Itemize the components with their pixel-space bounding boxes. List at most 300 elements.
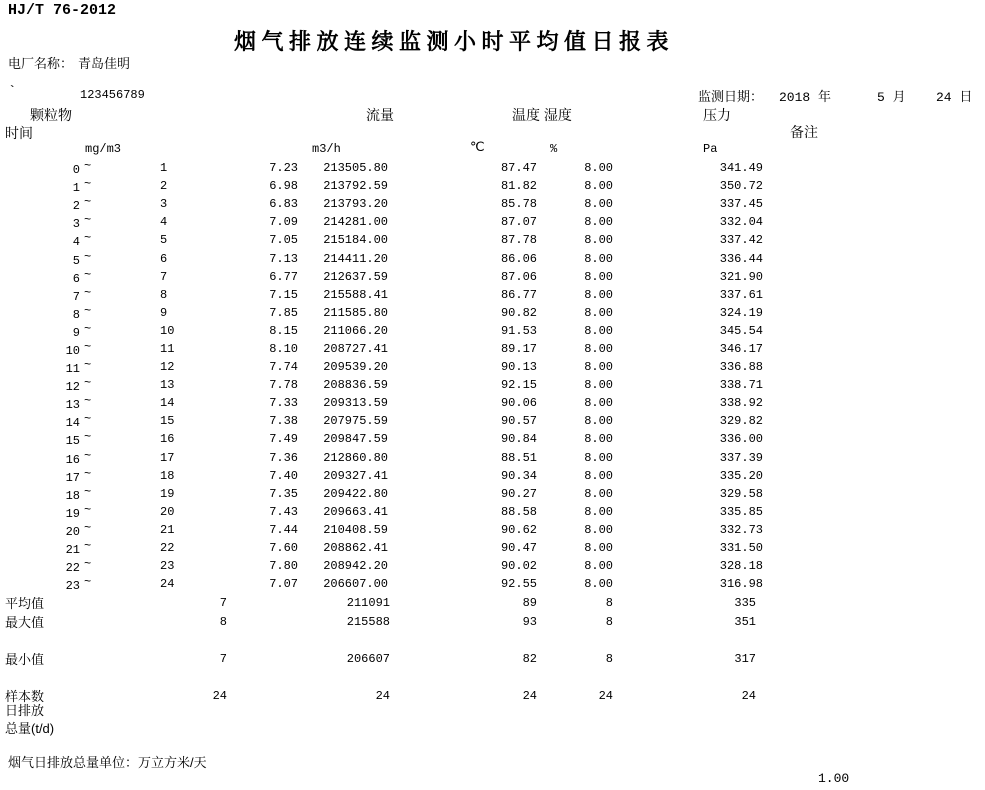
column-header-remark: 备注	[790, 124, 818, 140]
cell-temp: 81.82	[500, 179, 537, 194]
table-row	[0, 231, 763, 249]
hour-start-value: 22	[65, 561, 80, 576]
cell-humidity: 8.00	[584, 161, 613, 176]
unit-temp: ℃	[470, 139, 485, 154]
cell-hour-end: 2	[160, 179, 168, 194]
cell-hour-start	[0, 177, 95, 195]
cell-flow: 211585.80	[323, 305, 388, 320]
cell-humidity: 8.00	[584, 287, 613, 302]
range-tilde: ~	[84, 177, 92, 192]
cell-flow: 211091	[346, 595, 390, 610]
cell-pressure: 337.61	[719, 287, 763, 302]
page-number: 1.00	[818, 771, 850, 786]
summary-table-body	[0, 593, 756, 705]
table-row	[0, 304, 763, 322]
cell-humidity: 8	[605, 614, 613, 629]
hour-start-value: 6	[72, 271, 80, 286]
cell-temp: 86.77	[500, 287, 537, 302]
cell-humidity: 8.00	[584, 468, 613, 483]
range-tilde: ~	[84, 448, 92, 463]
table-row	[0, 485, 763, 503]
summary-row	[0, 593, 756, 612]
range-tilde: ~	[84, 502, 92, 517]
cell-dust: 7.44	[269, 522, 298, 537]
table-row	[0, 286, 763, 304]
hourly-table-body	[0, 159, 763, 593]
cell-flow: 209663.41	[323, 504, 388, 519]
cell-humidity: 8.00	[584, 269, 613, 284]
range-tilde: ~	[84, 539, 92, 554]
cell-humidity: 8.00	[584, 179, 613, 194]
column-header-particulate: 颗粒物	[30, 107, 72, 123]
hourly-table	[0, 159, 763, 593]
cell-temp: 92.15	[500, 378, 537, 393]
cell-flow: 24	[375, 688, 390, 703]
cell-dust: 7.38	[269, 414, 298, 429]
cell-pressure: 337.39	[719, 450, 763, 465]
hour-start-value: 23	[65, 579, 80, 594]
cell-hour-end: 1	[160, 161, 168, 176]
cell-pressure: 338.92	[719, 396, 763, 411]
cell-temp: 89	[522, 595, 537, 610]
table-row	[0, 430, 763, 448]
cell-temp: 92.55	[500, 577, 537, 592]
cell-flow: 215588.41	[323, 287, 388, 302]
cell-hour-end: 17	[160, 450, 175, 465]
cell-pressure: 337.45	[719, 197, 763, 212]
cell-flow: 215588	[346, 614, 390, 629]
unit-note: 烟气日排放总量单位：万立方米/天	[8, 755, 207, 770]
cell-dust: 7.33	[269, 396, 298, 411]
cell-humidity: 8.00	[584, 251, 613, 266]
cell-pressure: 316.98	[719, 577, 763, 592]
cell-humidity: 8.00	[584, 215, 613, 230]
summary-spacer-row	[0, 631, 756, 649]
cell-flow: 207975.59	[323, 414, 388, 429]
cell-hour-start	[0, 539, 95, 557]
cell-hour-start	[0, 485, 95, 503]
cell-humidity: 8	[605, 651, 613, 666]
cell-hour-end: 19	[160, 486, 175, 501]
cell-flow: 209847.59	[323, 432, 388, 447]
summary-row	[0, 612, 756, 631]
range-tilde: ~	[84, 412, 92, 427]
cell-pressure: 321.90	[719, 269, 763, 284]
daily-emission-label-line1: 日排放	[5, 703, 45, 718]
range-tilde: ~	[84, 484, 92, 499]
cell-hour-start	[0, 195, 95, 213]
table-row	[0, 521, 763, 539]
table-row	[0, 539, 763, 557]
summary-row	[0, 686, 756, 705]
cell-hour-start	[0, 449, 95, 467]
cell-pressure: 336.44	[719, 251, 763, 266]
cell-temp: 90.57	[500, 414, 537, 429]
cell-hour-end: 22	[160, 541, 175, 556]
cell-humidity: 8.00	[584, 414, 613, 429]
hour-start-value: 18	[65, 488, 80, 503]
cell-dust: 8.15	[269, 323, 298, 338]
cell-hour-start	[0, 322, 95, 340]
cell-hour-start	[0, 430, 95, 448]
plant-name-line	[8, 53, 130, 72]
cell-dust: 24	[212, 688, 227, 703]
cell-dust: 7.07	[269, 577, 298, 592]
cell-hour-start	[0, 503, 95, 521]
cell-hour-start	[0, 557, 95, 575]
cell-pressure: 350.72	[719, 179, 763, 194]
cell-flow: 214281.00	[323, 215, 388, 230]
cell-dust: 8	[219, 614, 227, 629]
table-row	[0, 412, 763, 430]
cell-pressure: 337.42	[719, 233, 763, 248]
cell-hour-start	[0, 376, 95, 394]
hour-start-value: 9	[72, 325, 80, 340]
range-tilde: ~	[84, 430, 92, 445]
cell-hour-end: 16	[160, 432, 175, 447]
cell-temp: 24	[522, 688, 537, 703]
table-row	[0, 249, 763, 267]
summary-label: 样本数	[5, 689, 45, 704]
cell-flow: 209327.41	[323, 468, 388, 483]
cell-temp: 89.17	[500, 341, 537, 356]
cell-dust: 7.78	[269, 378, 298, 393]
cell-pressure: 329.58	[719, 486, 763, 501]
cell-temp: 91.53	[500, 323, 537, 338]
cell-hour-end: 11	[160, 341, 175, 356]
cell-flow: 209313.59	[323, 396, 388, 411]
summary-row	[0, 649, 756, 668]
cell-hour-start	[0, 467, 95, 485]
cell-flow: 212860.80	[323, 450, 388, 465]
spacer-cell	[0, 668, 756, 686]
cell-temp: 90.62	[500, 522, 537, 537]
cell-pressure: 24	[741, 688, 756, 703]
cell-hour-end: 23	[160, 559, 175, 574]
range-tilde: ~	[84, 394, 92, 409]
table-row	[0, 557, 763, 575]
cell-flow: 208862.41	[323, 541, 388, 556]
cell-humidity: 8.00	[584, 450, 613, 465]
cell-temp: 88.51	[500, 450, 537, 465]
cell-hour-start	[0, 213, 95, 231]
hour-start-value: 5	[72, 253, 80, 268]
range-tilde: ~	[84, 231, 92, 246]
cell-dust: 7.09	[269, 215, 298, 230]
cell-dust: 7.60	[269, 541, 298, 556]
cell-pressure: 332.04	[719, 215, 763, 230]
cell-humidity: 8.00	[584, 541, 613, 556]
unit-pressure: Pa	[703, 142, 718, 156]
cell-hour-start	[0, 304, 95, 322]
cell-dust: 7.15	[269, 287, 298, 302]
cell-dust: 7.80	[269, 559, 298, 574]
column-header-temp-humidity	[512, 105, 572, 125]
cell-flow: 215184.00	[323, 233, 388, 248]
hour-start-value: 16	[65, 452, 80, 467]
monitor-date-day: 24 日	[936, 90, 973, 105]
cell-dust: 7.13	[269, 251, 298, 266]
cell-humidity: 8.00	[584, 504, 613, 519]
plant-name-value: 青岛佳明	[78, 56, 131, 71]
cell-flow: 213505.80	[323, 161, 388, 176]
spacer-cell	[0, 631, 756, 649]
summary-spacer-row	[0, 668, 756, 686]
cell-pressure: 336.00	[719, 432, 763, 447]
hour-start-value: 21	[65, 543, 80, 558]
range-tilde: ~	[84, 249, 92, 264]
table-row	[0, 394, 763, 412]
tick-mark: `	[8, 84, 17, 100]
cell-temp: 87.47	[500, 161, 537, 176]
cell-dust: 7.43	[269, 504, 298, 519]
cell-humidity: 24	[598, 688, 613, 703]
cell-dust: 7	[219, 651, 227, 666]
summary-label: 最小值	[5, 652, 45, 667]
cell-humidity: 8.00	[584, 577, 613, 592]
range-tilde: ~	[84, 159, 92, 174]
cell-hour-end: 14	[160, 396, 175, 411]
cell-dust: 6.98	[269, 179, 298, 194]
cell-flow: 213793.20	[323, 197, 388, 212]
cell-temp: 90.02	[500, 559, 537, 574]
hour-start-value: 15	[65, 434, 80, 449]
cell-hour-start	[0, 268, 95, 286]
cell-hour-end: 13	[160, 378, 175, 393]
cell-hour-end: 12	[160, 360, 175, 375]
cell-flow: 212637.59	[323, 269, 388, 284]
range-tilde: ~	[84, 267, 92, 282]
cell-dust: 7.05	[269, 233, 298, 248]
cell-hour-start	[0, 575, 95, 593]
cell-dust: 7.40	[269, 468, 298, 483]
cell-pressure: 338.71	[719, 378, 763, 393]
table-row	[0, 322, 763, 340]
summary-label: 平均值	[5, 596, 45, 611]
cell-dust: 7.85	[269, 305, 298, 320]
range-tilde: ~	[84, 358, 92, 373]
cell-humidity: 8.00	[584, 341, 613, 356]
monitor-date-month: 5 月	[877, 90, 906, 105]
hour-start-value: 11	[65, 362, 80, 377]
hour-start-value: 12	[65, 380, 80, 395]
column-header-flow: 流量	[366, 107, 394, 123]
table-row	[0, 195, 763, 213]
cell-humidity: 8.00	[584, 396, 613, 411]
cell-temp: 87.06	[500, 269, 537, 284]
cell-hour-end: 5	[160, 233, 168, 248]
summary-table	[0, 593, 756, 705]
cell-flow: 208727.41	[323, 341, 388, 356]
cell-pressure: 345.54	[719, 323, 763, 338]
plant-name-label: 电厂名称：	[8, 56, 74, 71]
hour-start-value: 19	[65, 506, 80, 521]
cell-temp: 90.06	[500, 396, 537, 411]
range-tilde: ~	[84, 376, 92, 391]
cell-hour-end: 3	[160, 197, 168, 212]
serial-number: 123456789	[80, 88, 145, 102]
cell-flow: 214411.20	[323, 251, 388, 266]
hour-start-value: 4	[72, 235, 80, 250]
cell-hour-end: 6	[160, 251, 168, 266]
cell-flow: 211066.20	[323, 323, 388, 338]
cell-hour-end: 7	[160, 269, 168, 284]
cell-temp: 90.47	[500, 541, 537, 556]
column-header-time: 时间	[5, 125, 33, 141]
monitor-date-label: 监测日期：	[698, 89, 764, 104]
column-header-temperature: 温度	[512, 107, 540, 123]
cell-humidity: 8.00	[584, 197, 613, 212]
range-tilde: ~	[84, 575, 92, 590]
cell-hour-start	[0, 286, 95, 304]
range-tilde: ~	[84, 195, 92, 210]
column-header-humidity: 湿度	[543, 107, 572, 123]
cell-pressure: 331.50	[719, 541, 763, 556]
cell-humidity: 8.00	[584, 559, 613, 574]
cell-pressure: 335.85	[719, 504, 763, 519]
cell-pressure: 324.19	[719, 305, 763, 320]
cell-hour-end: 10	[160, 323, 175, 338]
cell-temp: 90.84	[500, 432, 537, 447]
cell-humidity: 8	[605, 595, 613, 610]
hour-start-value: 10	[65, 343, 80, 358]
standard-code: HJ/T 76-2012	[8, 2, 117, 19]
table-row	[0, 449, 763, 467]
cell-temp: 90.13	[500, 360, 537, 375]
cell-humidity: 8.00	[584, 360, 613, 375]
hour-start-value: 17	[65, 470, 80, 485]
cell-dust: 7.23	[269, 161, 298, 176]
monitor-date-year: 2018 年	[779, 90, 832, 105]
cell-flow: 206607	[346, 651, 390, 666]
cell-pressure: 346.17	[719, 341, 763, 356]
hour-start-value: 3	[72, 217, 80, 232]
column-header-pressure: 压力	[703, 107, 731, 123]
daily-emission-label-line2: 总量(t/d)	[5, 721, 55, 736]
cell-dust: 7.49	[269, 432, 298, 447]
table-row	[0, 376, 763, 394]
cell-temp: 90.34	[500, 468, 537, 483]
cell-pressure: 332.73	[719, 522, 763, 537]
cell-hour-end: 24	[160, 577, 175, 592]
table-row	[0, 340, 763, 358]
cell-pressure: 341.49	[719, 161, 763, 176]
cell-dust: 7.74	[269, 360, 298, 375]
cell-flow: 208836.59	[323, 378, 388, 393]
cell-flow: 213792.59	[323, 179, 388, 194]
cell-humidity: 8.00	[584, 233, 613, 248]
hour-start-value: 14	[65, 416, 80, 431]
cell-dust: 7	[219, 595, 227, 610]
cell-temp: 90.82	[500, 305, 537, 320]
cell-flow: 210408.59	[323, 522, 388, 537]
cell-flow: 209422.80	[323, 486, 388, 501]
cell-hour-start	[0, 521, 95, 539]
cell-hour-start	[0, 358, 95, 376]
cell-hour-start	[0, 394, 95, 412]
summary-label: 最大值	[5, 615, 45, 630]
cell-dust: 7.36	[269, 450, 298, 465]
cell-pressure: 328.18	[719, 559, 763, 574]
cell-dust: 6.77	[269, 269, 298, 284]
hour-start-value: 0	[72, 163, 80, 178]
range-tilde: ~	[84, 321, 92, 336]
cell-temp: 87.78	[500, 233, 537, 248]
cell-pressure: 317	[734, 651, 756, 666]
hour-start-value: 7	[72, 289, 80, 304]
table-row	[0, 503, 763, 521]
cell-temp: 85.78	[500, 197, 537, 212]
table-row	[0, 358, 763, 376]
table-row	[0, 575, 763, 593]
cell-temp: 87.07	[500, 215, 537, 230]
table-row	[0, 177, 763, 195]
cell-hour-end: 18	[160, 468, 175, 483]
cell-hour-end: 9	[160, 305, 168, 320]
cell-temp: 82	[522, 651, 537, 666]
table-row	[0, 467, 763, 485]
unit-dust: mg/m3	[85, 142, 122, 156]
range-tilde: ~	[84, 285, 92, 300]
range-tilde: ~	[84, 213, 92, 228]
cell-flow: 206607.00	[323, 577, 388, 592]
cell-pressure: 329.82	[719, 414, 763, 429]
cell-temp: 93	[522, 614, 537, 629]
cell-pressure: 335.20	[719, 468, 763, 483]
hour-start-value: 1	[72, 181, 80, 196]
cell-humidity: 8.00	[584, 323, 613, 338]
cell-temp: 86.06	[500, 251, 537, 266]
cell-hour-end: 4	[160, 215, 168, 230]
cell-humidity: 8.00	[584, 432, 613, 447]
cell-hour-end: 20	[160, 504, 175, 519]
cell-hour-start	[0, 159, 95, 177]
range-tilde: ~	[84, 339, 92, 354]
table-row	[0, 213, 763, 231]
cell-flow: 208942.20	[323, 559, 388, 574]
cell-flow: 209539.20	[323, 360, 388, 375]
table-row	[0, 268, 763, 286]
cell-hour-start	[0, 412, 95, 430]
cell-humidity: 8.00	[584, 486, 613, 501]
table-row	[0, 159, 763, 177]
report-title: 烟气排放连续监测小时平均值日报表	[234, 29, 675, 54]
cell-humidity: 8.00	[584, 378, 613, 393]
cell-hour-start	[0, 231, 95, 249]
cell-temp: 88.58	[500, 504, 537, 519]
cell-pressure: 336.88	[719, 360, 763, 375]
cell-dust: 7.35	[269, 486, 298, 501]
cell-dust: 6.83	[269, 197, 298, 212]
range-tilde: ~	[84, 303, 92, 318]
hour-start-value: 8	[72, 307, 80, 322]
hour-start-value: 2	[72, 199, 80, 214]
cell-hour-end: 21	[160, 522, 175, 537]
range-tilde: ~	[84, 520, 92, 535]
hour-start-value: 20	[65, 524, 80, 539]
cell-hour-end: 15	[160, 414, 175, 429]
cell-dust: 8.10	[269, 341, 298, 356]
cell-humidity: 8.00	[584, 522, 613, 537]
unit-humidity: %	[550, 142, 558, 156]
unit-flow: m3/h	[312, 142, 341, 156]
cell-hour-start	[0, 249, 95, 267]
cell-temp: 90.27	[500, 486, 537, 501]
cell-hour-end: 8	[160, 287, 168, 302]
cell-hour-start	[0, 340, 95, 358]
range-tilde: ~	[84, 557, 92, 572]
hour-start-value: 13	[65, 398, 80, 413]
